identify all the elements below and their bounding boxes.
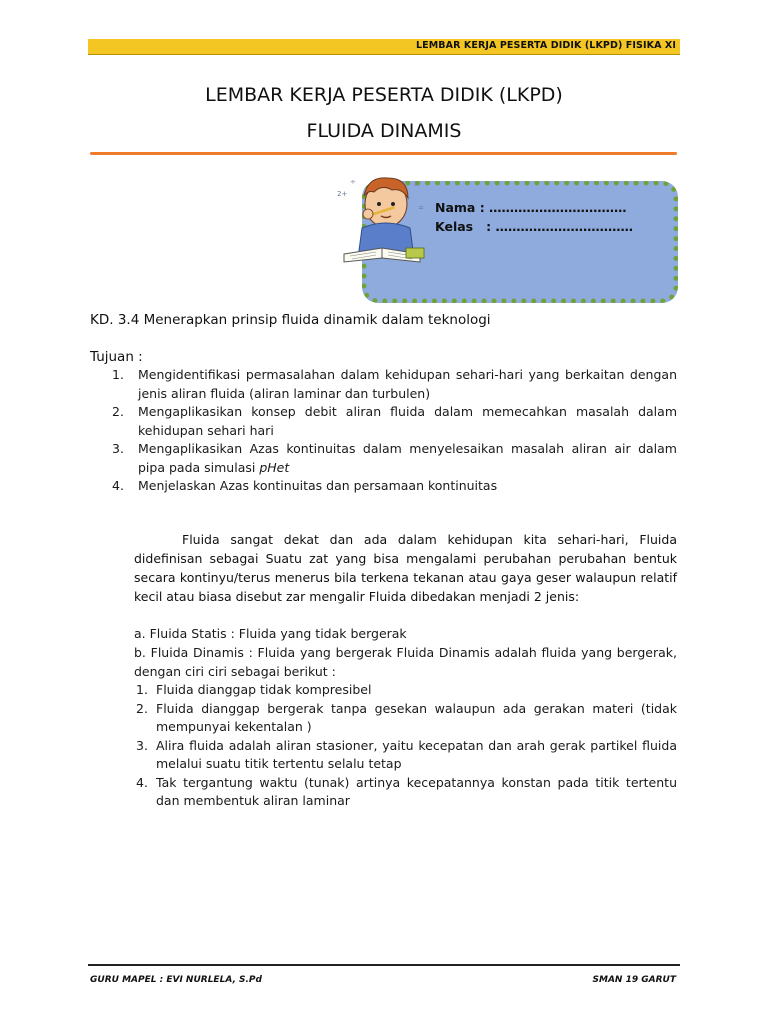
footer-teacher: GURU MAPEL : EVI NURLELA, S.Pd [90,975,262,985]
fluida-dinamis-features [134,681,677,811]
footer-school: SMAN 19 GARUT [592,975,676,985]
list-item-number: 4. [136,774,148,790]
list-item-number: 2. [112,404,124,419]
running-header-title: LEMBAR KERJA PESERTA DIDIK (LKPD) FISIKA XI [416,40,676,51]
list-item-text: Fluida dianggap tidak kompresibel [156,682,372,697]
list-item-number: 1. [112,367,124,382]
list-item-number: 2. [136,700,148,716]
fluida-statis-line: a. Fluida Statis : Fluida yang tidak bergerak [134,626,407,641]
kompetensi-dasar: KD. 3.4 Menerapkan prinsip fluida dinamik dalam teknologi [90,312,491,328]
tujuan-heading: Tujuan : [90,349,143,365]
list-item-text: Menjelaskan Azas kontinuitas dan persamaan kontinuitas [138,478,498,493]
list-item-text: Mengidentifikasi permasalahan dalam kehidupan sehari-hari yang berkaitan dengan jenis aliran fluida (aliran laminar dan turbulen) [138,367,677,401]
list-item-text: Alira fluida adalah aliran stasioner, yaitu kecepatan dan arah gerak partikel fluida melalui suatu titik tertentu selalu tetap [156,737,677,771]
intro-paragraph: Fluida sangat dekat dan ada dalam kehidupan kita sehari-hari, Fluida didefinisan sebagai Suatu zat yang bisa mengalami perubahan perubahan bentuk secara kontinyu/terus menerus bila terkena tekanan atau gaya geser walaupun relatif kecil atau biasa disebut zar mengalir Fluida dibedakan menjadi 2 jenis: [134,532,677,604]
list-item [90,477,677,496]
list-item-number: 1. [136,682,148,697]
list-item-number: 3. [136,737,148,753]
running-header-bar [88,39,680,55]
footer-divider [88,964,680,966]
list-item [90,403,677,440]
document-title: LEMBAR KERJA PESERTA DIDIK (LKPD) [205,84,563,106]
nama-field[interactable]: Nama : …………………………… [435,200,627,215]
list-item-text: Mengaplikasikan Azas kontinuitas dalam menyelesaikan masalah aliran air dalam pipa pada simulasi [138,441,677,475]
list-item-number: 4. [112,478,124,493]
list-item-number: 3. [112,441,124,456]
list-item [134,774,677,811]
fluida-dinamis-line: b. Fluida Dinamis : Fluida yang bergerak Fluida Dinamis adalah fluida yang bergerak, dengan ciri ciri sebagai berikut : [134,645,677,679]
svg-text:x: x [414,180,419,188]
phet-term: pHet [259,459,290,475]
kelas-field[interactable]: Kelas : …………………………… [435,219,634,234]
document-subtitle: FLUIDA DINAMIS [306,120,462,142]
svg-text:÷: ÷ [350,178,356,186]
list-item [90,440,677,477]
tujuan-list [90,366,677,496]
list-item [90,366,677,403]
title-divider [90,152,677,155]
list-item [134,681,677,700]
list-item-text: Tak tergantung waktu (tunak) artinya kecepatannya konstan pada titik tertentu dan membentuk aliran laminar [156,774,677,808]
list-item-text: Mengaplikasikan konsep debit aliran fluida dalam memecahkan masalah dalam kehidupan sehari hari [138,404,677,438]
svg-text:=: = [418,204,424,212]
studying-student-illustration [332,170,432,270]
list-item [134,737,677,774]
svg-text:2+: 2+ [337,190,348,198]
list-item-text: Fluida dianggap bergerak tanpa gesekan walaupun ada gerakan materi (tidak mempunyai kekentalan ) [156,700,677,734]
list-item [134,700,677,737]
